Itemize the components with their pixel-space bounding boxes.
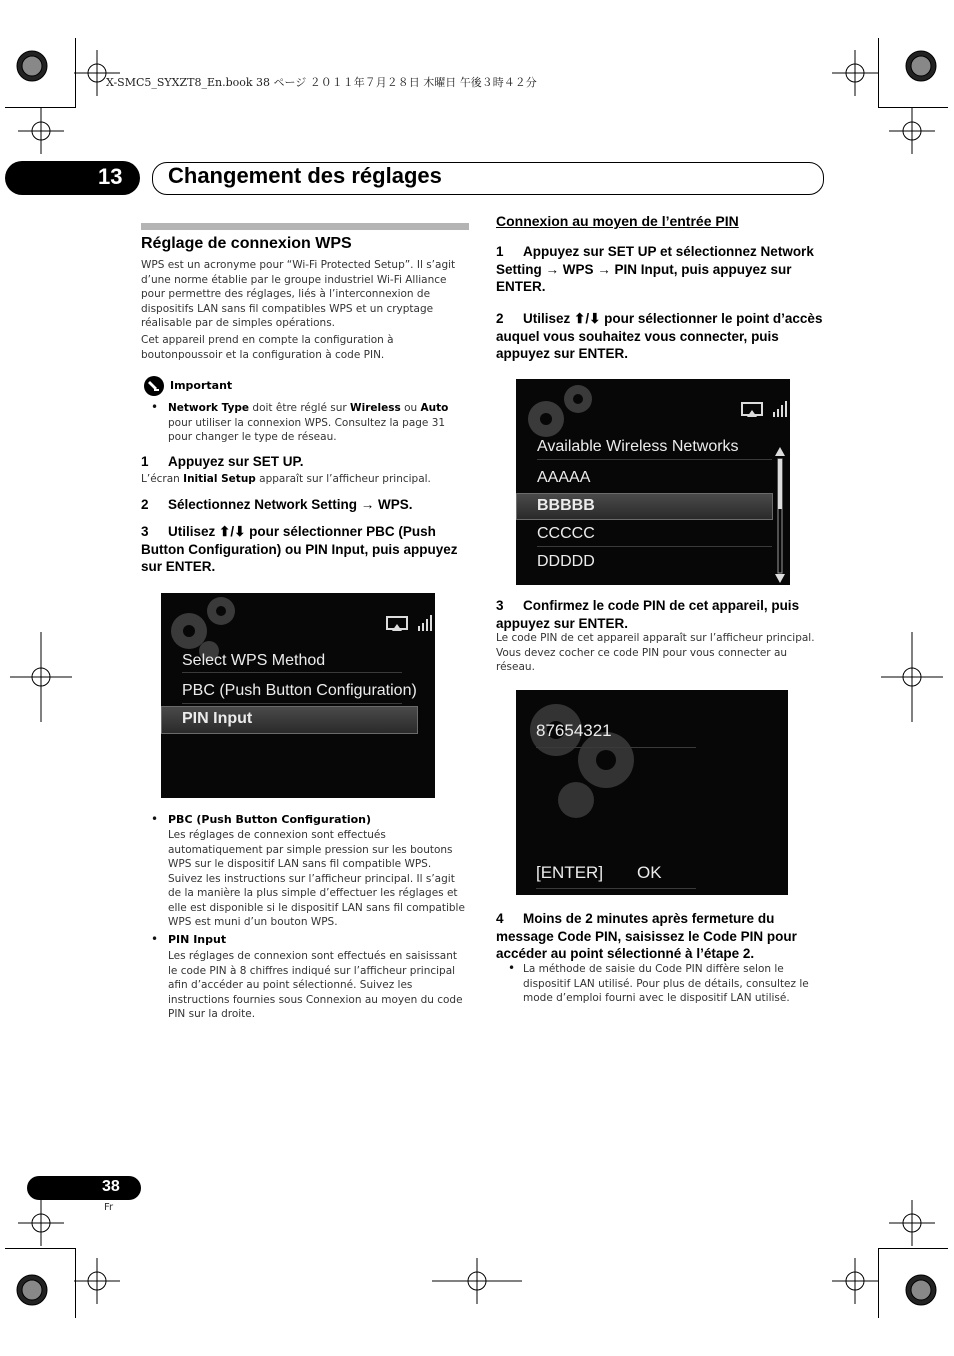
bullet-pin-title: PIN Input xyxy=(168,933,227,946)
language-code: Fr xyxy=(104,1202,114,1213)
bullet-pbc-title: PBC (Push Button Configuration) xyxy=(168,813,372,826)
scroll-thumb[interactable] xyxy=(778,459,782,509)
pin-code: 87654321 xyxy=(536,721,612,740)
bullet-dot: • xyxy=(151,400,159,414)
chapter-title: Changement des réglages xyxy=(168,163,442,188)
network-item-ccccc[interactable]: CCCCC xyxy=(537,525,595,542)
section-title-wps: Réglage de connexion WPS xyxy=(141,235,352,252)
ok-button[interactable]: OK xyxy=(637,863,662,882)
divider xyxy=(537,459,772,460)
section-title-pin: Connexion au moyen de l’entrée PIN xyxy=(496,213,739,229)
important-icon xyxy=(143,375,165,397)
wps-intro-2: Cet appareil prend en compte la configuration à boutonpoussoir et la configuration à code PIN. xyxy=(141,334,394,361)
right-step-3: 3 Confirmez le code PIN de cet appareil, puis appuyez sur ENTER. xyxy=(496,598,800,631)
section-rule xyxy=(141,223,469,230)
page-number-tab xyxy=(27,1176,141,1200)
important-note: Network Type doit être réglé sur Wireless ou Auto pour utiliser la connexion WPS. Consultez la page 31 pour changer le type de réseau. xyxy=(168,402,449,443)
wireless-icon xyxy=(740,401,764,419)
menu-item-pbc[interactable]: PBC (Push Button Configuration) xyxy=(182,682,417,699)
network-item-ddddd[interactable]: DDDDD xyxy=(537,553,595,570)
network-item-bbbbb[interactable]: BBBBB xyxy=(537,497,595,514)
menu-item-pin-input[interactable]: PIN Input xyxy=(182,710,253,727)
wireless-icon xyxy=(385,615,409,633)
print-header: X-SMC5_SYXZT8_En.book 38 ページ ２０１１年７月２８日 木曜日 午後３時４２分 xyxy=(106,76,537,89)
scrollbar[interactable] xyxy=(774,445,786,585)
left-step-3: 3 Utilisez ⬆/⬇ pour sélectionner PBC (Push Button Configuration) ou PIN Input, puis appuyez sur ENTER. xyxy=(141,524,458,574)
divider xyxy=(537,546,772,547)
wps-intro: WPS est un acronyme pour “Wi-Fi Protected Setup”. Il s’agit d’une norme établie par le groupe industriel Wi-Fi Alliance pour permettre des réglages, liés à l’interconnexion de dispositifs LAN sans fil compatibles WPS et un cryptage réalisable par de simples opérations. xyxy=(141,259,456,329)
left-step-1-note: L’écran Initial Setup apparaît sur l’afficheur principal. xyxy=(141,473,431,485)
bullet-dot: • xyxy=(151,932,159,946)
divider xyxy=(182,703,402,704)
page-number: 38 xyxy=(102,1178,120,1195)
pin-screen xyxy=(516,690,788,895)
bullet-dot: • xyxy=(151,812,159,826)
signal-strength-icon xyxy=(772,401,788,417)
important-label: Important xyxy=(170,379,233,392)
wps-method-screen xyxy=(161,593,435,798)
networks-screen xyxy=(516,379,790,585)
right-step-4-note: La méthode de saisie du Code PIN diffère selon le dispositif LAN utilisé. Pour plus de détails, consultez le mode d’emploi fourni avec le dispositif LAN utilisé. xyxy=(523,963,809,1004)
left-step-2: 2 Sélectionnez Network Setting → WPS. xyxy=(141,497,413,512)
screen-title: Available Wireless Networks xyxy=(537,438,739,455)
chapter-number: 13 xyxy=(98,164,123,189)
network-item-aaaaa[interactable]: AAAAA xyxy=(537,469,591,486)
divider xyxy=(182,672,402,673)
right-step-2: 2 Utilisez ⬆/⬇ pour sélectionner le point d’accès auquel vous souhaitez vous connecter, puis appuyez sur ENTER. xyxy=(496,311,823,361)
signal-strength-icon xyxy=(417,615,433,631)
bullet-pbc-text: Les réglages de connexion sont effectués automatiquement par simple pression sur les boutons WPS sur le dispositif LAN sans fil compatible WPS. Suivez les instructions sur l’afficheur principal. Il s’agit de la manière la plus simple d’effectuer les réglages et elle est disponible si le dispositif LAN sans fil compatible WPS est muni d’un bouton WPS. xyxy=(168,829,465,928)
bullet-pin-text: Les réglages de connexion sont effectués en saisissant le code PIN à 8 chiffres indiqué sur l’afficheur principal afin d’accéder au point sélectionné. Suivez les instructions fournies sous Connexion au moyen du code PIN sur la droite. xyxy=(168,950,463,1020)
scroll-down-arrow-icon[interactable] xyxy=(775,574,785,583)
right-step-1: 1 Appuyez sur SET UP et sélectionnez Network Setting → WPS → PIN Input, puis appuyez sur ENTER. xyxy=(496,244,814,294)
screen-title: Select WPS Method xyxy=(182,652,326,669)
enter-label: [ENTER] xyxy=(536,863,604,882)
right-step-4: 4 Moins de 2 minutes après fermeture du message Code PIN, saisissez le Code PIN pour accéder au point sélectionné à l’étape 2. xyxy=(496,911,797,961)
bullet-dot: • xyxy=(508,961,516,975)
divider xyxy=(536,747,696,748)
divider xyxy=(536,888,696,889)
left-step-1: 1 Appuyez sur SET UP. xyxy=(141,454,304,469)
right-step-3-note: Le code PIN de cet appareil apparaît sur l’afficheur principal. Vous devez cocher ce code PIN pour vous connecter au réseau. xyxy=(496,632,815,673)
gears-decoration xyxy=(516,690,656,840)
scroll-up-arrow-icon[interactable] xyxy=(775,447,785,456)
